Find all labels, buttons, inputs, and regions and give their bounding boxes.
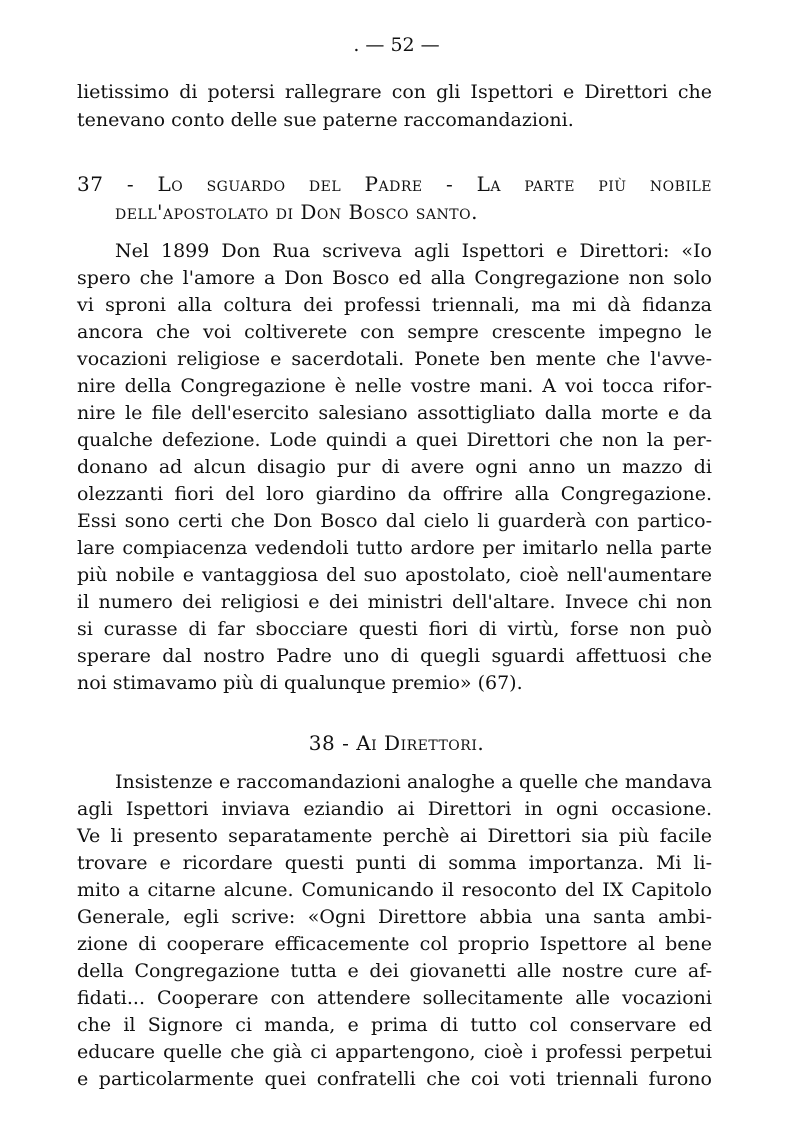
paragraph-line: educare quelle che già ci appartengono, cioè i professi perpetui	[77, 1041, 712, 1063]
paragraph-line: il numero dei religiosi e dei ministri dell'altare. Invece chi non	[77, 591, 712, 613]
paragraph-line: lare compiacenza vedendoli tutto ardore per imitarlo nella parte	[77, 537, 712, 559]
paragraph-line: spero che l'amore a Don Bosco ed alla Congregazione non solo	[77, 267, 712, 289]
paragraph-line: ancora che voi coltiverete con sempre crescente impegno le	[77, 321, 712, 343]
paragraph-line: qualche defezione. Lode quindi a quei Direttori che non la per-	[77, 429, 712, 451]
paragraph-line: donano ad alcun disagio pur di avere ogni anno un mazzo di	[77, 456, 712, 478]
paragraph-line: e particolarmente quei confratelli che coi voti triennali furono	[77, 1068, 712, 1090]
paragraph-line: che il Signore ci manda, e prima di tutto col conservare ed	[77, 1014, 712, 1036]
paragraph-line: olezzanti fiori del loro giardino da offrire alla Congregazione.	[77, 483, 712, 505]
paragraph-line: Insistenze e raccomandazioni analoghe a quelle che mandava	[115, 771, 712, 793]
section-37-heading-line-1: 37 - Lo sguardo del Padre - La parte più nobile	[77, 172, 712, 196]
paragraph-line: Ve li presento separatamente perchè ai Direttori sia più facile	[77, 825, 712, 847]
paragraph-line: vocazioni religiose e sacerdotali. Ponete ben mente che l'avve-	[77, 348, 712, 370]
paragraph-line: sperare dal nostro Padre uno di quegli sguardi affettuosi che	[77, 645, 712, 667]
intro-line: lietissimo di potersi rallegrare con gli Ispettori e Direttori che	[77, 81, 712, 103]
paragraph-line: Generale, egli scrive: «Ogni Direttore abbia una santa ambi-	[77, 906, 712, 928]
section-38-heading: 38 - Ai Direttori.	[308, 731, 485, 755]
page-number: . — 52 —	[353, 34, 440, 56]
paragraph-line: zione di cooperare efficacemente col proprio Ispettore al bene	[77, 933, 712, 955]
paragraph-line: fidati... Cooperare con attendere sollecitamente alle vocazioni	[77, 987, 712, 1009]
paragraph-line: trovare e ricordare questi punti di somma importanza. Mi li-	[77, 852, 712, 874]
paragraph-line: mito a citarne alcune. Comunicando il resoconto del IX Capitolo	[77, 879, 712, 901]
paragraph-line: nire della Congregazione è nelle vostre mani. A voi tocca rifor-	[77, 375, 712, 397]
paragraph-line: più nobile e vantaggiosa del suo apostolato, cioè nell'aumentare	[77, 564, 712, 586]
paragraph-line: vi sproni alla coltura dei professi triennali, ma mi dà fidanza	[77, 294, 712, 316]
paragraph-line: della Congregazione tutta e dei giovanetti alle nostre cure af-	[77, 960, 712, 982]
paragraph-line: si curasse di far sbocciare questi fiori di virtù, forse non può	[77, 618, 712, 640]
paragraph-line: Essi sono certi che Don Bosco dal cielo li guarderà con partico-	[77, 510, 712, 532]
paragraph-line: noi stimavamo più di qualunque premio» (67).	[77, 672, 523, 694]
section-37-heading-line-2: dell'apostolato di Don Bosco santo.	[115, 200, 478, 224]
paragraph-line: Nel 1899 Don Rua scriveva agli Ispettori e Direttori: «Io	[115, 240, 712, 262]
paragraph-line: agli Ispettori inviava eziandio ai Direttori in ogni occasione.	[77, 798, 712, 820]
intro-line: tenevano conto delle sue paterne raccomandazioni.	[77, 109, 574, 131]
paragraph-line: nire le file dell'esercito salesiano assottigliato dalla morte e da	[77, 402, 712, 424]
